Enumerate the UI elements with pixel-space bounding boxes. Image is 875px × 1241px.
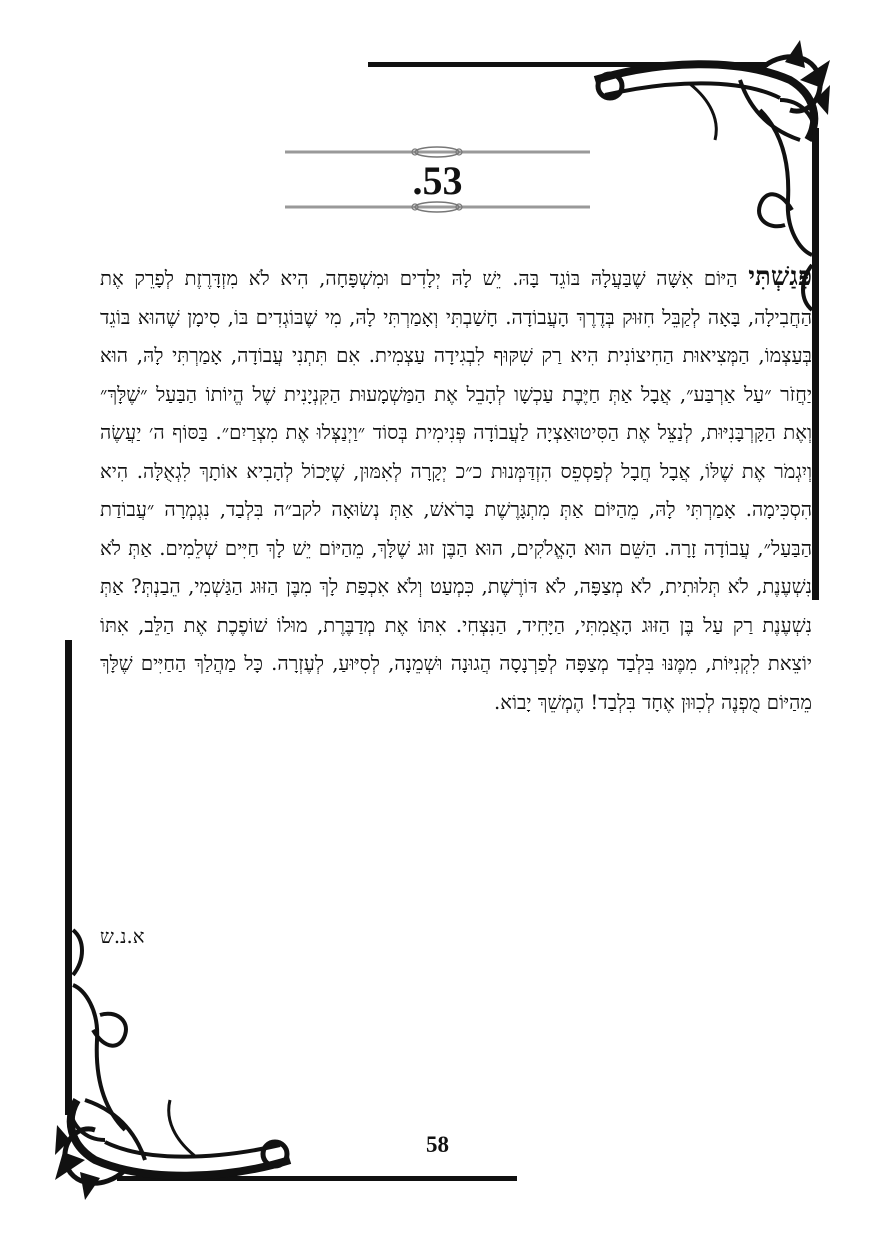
article-lead-word: פָּגַשְׁתִּי	[748, 262, 813, 292]
header-divider-top	[285, 145, 590, 159]
page-number: 58	[426, 1132, 449, 1157]
header-divider-bottom	[285, 200, 590, 214]
article-body	[100, 258, 812, 722]
article-signature: א.נ.ש	[100, 925, 145, 948]
article-text: הַיּוֹם אִשָּׁה שֶׁבַּעֲלָהּ בּוֹגֵד בָּהּ. יֵשׁ לָהּ יְלָדִים וּמִשְׁפָּחָה, הִיא לֹא מִזְדָּרֶזֶת לְפָרֵק אֶת הַחֲבִילָה, בָּאָה לְקַבֵּל חִזּוּק בְּדֶרֶךְ הָעֲבוֹדָה. חָשַׁבְתִּי וְאָמַרְתִּי לָהּ, מִי שֶׁבּוֹגְדִים בּוֹ, סִימָן שֶׁהוּא בּוֹגֵד בְּעַצְמוֹ, הַמְּצִיאוּת הַחִיצוֹנִית הִיא רַק שִׁקּוּף לִבְגִידָה עַצְמִית. אִם תִּתְנִי עֲבוֹדָה, אָמַרְתִּי לָהּ, הוּא יַחֲזֹר ״עַל אַרְבַּע״, אֲבָל אַתְּ חַיֶּבֶת עַכְשָׁו לְהָבֵל אֶת הַמַּשְׁמָעוּת הַקִּנְיָנִית שֶׁל הֱיוֹתוֹ הַבַּעַל ״שֶׁלָּךְ״ וְאֶת הַקָּרְבָּנִיּוּת, לְנַצֵּל אֶת הַסִּיטוּאַצְיָה לַעֲבוֹדָה פְּנִימִית בְּסוֹד ״וַיְנַצְּלוּ אֶת מִצְרַיִם״. בַּסּוֹף ה׳ יַעֲשֶׂה וְיִגְמֹר אֶת שֶׁלּוֹ, אֲבָל חֲבָל לְפַסְפֵס הִזְדַּמְּנוּת כ״כ יְקָרָה לְאִמּוּן, שֶׁיָּכוֹל לְהָבִיא אוֹתָךְ לִגְאֻלָּה. הִיא הִסְכִּימָה. אָמַרְתִּי לָהּ, מֵהַיּוֹם אַתְּ מִתְגָּרֶשֶׁת בָּרֹאשׁ, אַתְּ נְשׂוּאָה לקב״ה בִּלְבַד, נִגְמְרָה ״עֲבוֹדַת הַבַּעַל״, עֲבוֹדָה זָרָה. הַשֵּׁם הוּא הָאֱלֹקִים, הוּא הַבֶּן זוּג שֶׁלָּךְ, מֵהַיּוֹם יֵשׁ לָךְ חַיִּים שְׁלֵמִים. אַתְּ לֹא נִשְׁעֶנֶת, לֹא תְּלוּתִית, לֹא מְצַפָּה, לֹא דּוֹרֶשֶׁת, כִּמְעַט וְלֹא אִכְפַּת לָךְ מִבֶּן הַזּוּג הַגַּשְׁמִי, הֵבַנְתְּ? אַתְּ נִשְׁעֶנֶת רַק עַל בֶּן הַזּוּג הָאֲמִתִּי, הַיָּחִיד, הַנִּצְחִי. אִתּוֹ אֶת מְדַבֶּרֶת, מוּלוֹ שׁוֹפֶכֶת אֶת הַלֵּב, אִתּוֹ יוֹצֵאת לִקְנִיּוֹת, מִמֶּנּוּ בִּלְבַד מְצַפָּה לְפַרְנָסָה הֲגוּנָה וּשְׁמֵנָה, לְסִיּוּעַ, לְעֶזְרָה. כָּל מַהֲלַךְ הַחַיִּים שֶׁלָּךְ מֵהַיּוֹם מֻפְנֶה לְכִוּוּן אֶחָד בִּלְבַד! הֶמְשֵׁךְ יָבוֹא.	[100, 267, 812, 714]
chapter-number: .53	[412, 158, 463, 203]
